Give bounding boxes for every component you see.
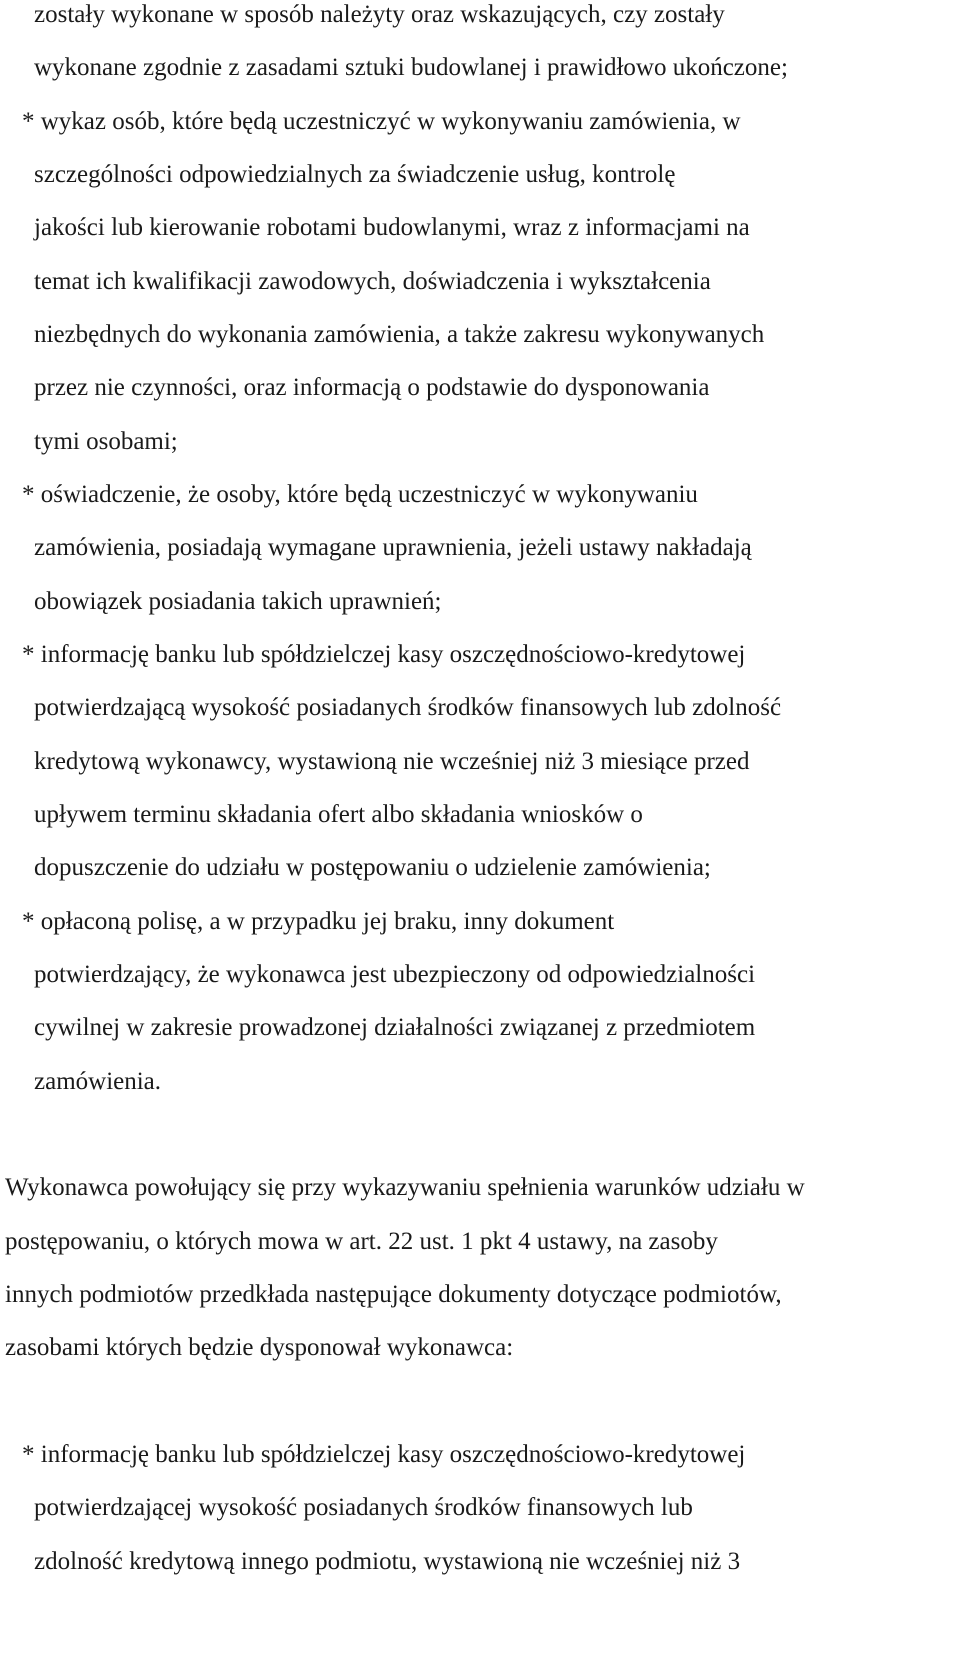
text-line: niezbędnych do wykonania zamówienia, a także zakresu wykonywanych [34, 321, 765, 348]
text-line: obowiązek posiadania takich uprawnień; [34, 588, 442, 615]
text-line: * informację banku lub spółdzielczej kasy oszczędnościowo-kredytowej [22, 1441, 746, 1468]
text-line: przez nie czynności, oraz informacją o podstawie do dysponowania [34, 374, 710, 401]
text-line: * opłaconą polisę, a w przypadku jej braku, inny dokument [22, 908, 615, 935]
text-line: cywilnej w zakresie prowadzonej działalności związanej z przedmiotem [34, 1014, 756, 1041]
text-line: zasobami których będzie dysponował wykonawca: [5, 1334, 514, 1361]
text-line: zostały wykonane w sposób należyty oraz wskazujących, czy zostały [34, 1, 725, 28]
text-line: potwierdzający, że wykonawca jest ubezpieczony od odpowiedzialności [34, 961, 756, 988]
text-line: szczególności odpowiedzialnych za świadczenie usług, kontrolę [34, 161, 676, 188]
text-line: wykonane zgodnie z zasadami sztuki budowlanej i prawidłowo ukończone; [34, 54, 788, 81]
text-line: jakości lub kierowanie robotami budowlanymi, wraz z informacjami na [34, 214, 750, 241]
text-line: potwierdzającej wysokość posiadanych środków finansowych lub [34, 1494, 693, 1521]
text-line: postępowaniu, o których mowa w art. 22 ust. 1 pkt 4 ustawy, na zasoby [5, 1228, 718, 1255]
text-line: * informację banku lub spółdzielczej kasy oszczędnościowo-kredytowej [22, 641, 746, 668]
text-line: upływem terminu składania ofert albo składania wniosków o [34, 801, 643, 828]
text-line: * oświadczenie, że osoby, które będą uczestniczyć w wykonywaniu [22, 481, 698, 508]
text-line: innych podmiotów przedkłada następujące dokumenty dotyczące podmiotów, [5, 1281, 782, 1308]
text-line: zdolność kredytową innego podmiotu, wystawioną nie wcześniej niż 3 [34, 1548, 741, 1575]
text-line: Wykonawca powołujący się przy wykazywaniu spełnienia warunków udziału w [5, 1174, 805, 1201]
text-line: temat ich kwalifikacji zawodowych, doświadczenia i wykształcenia [34, 268, 711, 295]
text-line: zamówienia. [34, 1068, 162, 1095]
text-line: kredytową wykonawcy, wystawioną nie wcześniej niż 3 miesiące przed [34, 748, 750, 775]
text-line: zamówienia, posiadają wymagane uprawnienia, jeżeli ustawy nakładają [34, 534, 752, 561]
text-line: potwierdzającą wysokość posiadanych środków finansowych lub zdolność [34, 694, 782, 721]
text-line: tymi osobami; [34, 428, 178, 455]
text-line: dopuszczenie do udziału w postępowaniu o udzielenie zamówienia; [34, 854, 711, 881]
text-line: * wykaz osób, które będą uczestniczyć w wykonywaniu zamówienia, w [22, 108, 741, 135]
